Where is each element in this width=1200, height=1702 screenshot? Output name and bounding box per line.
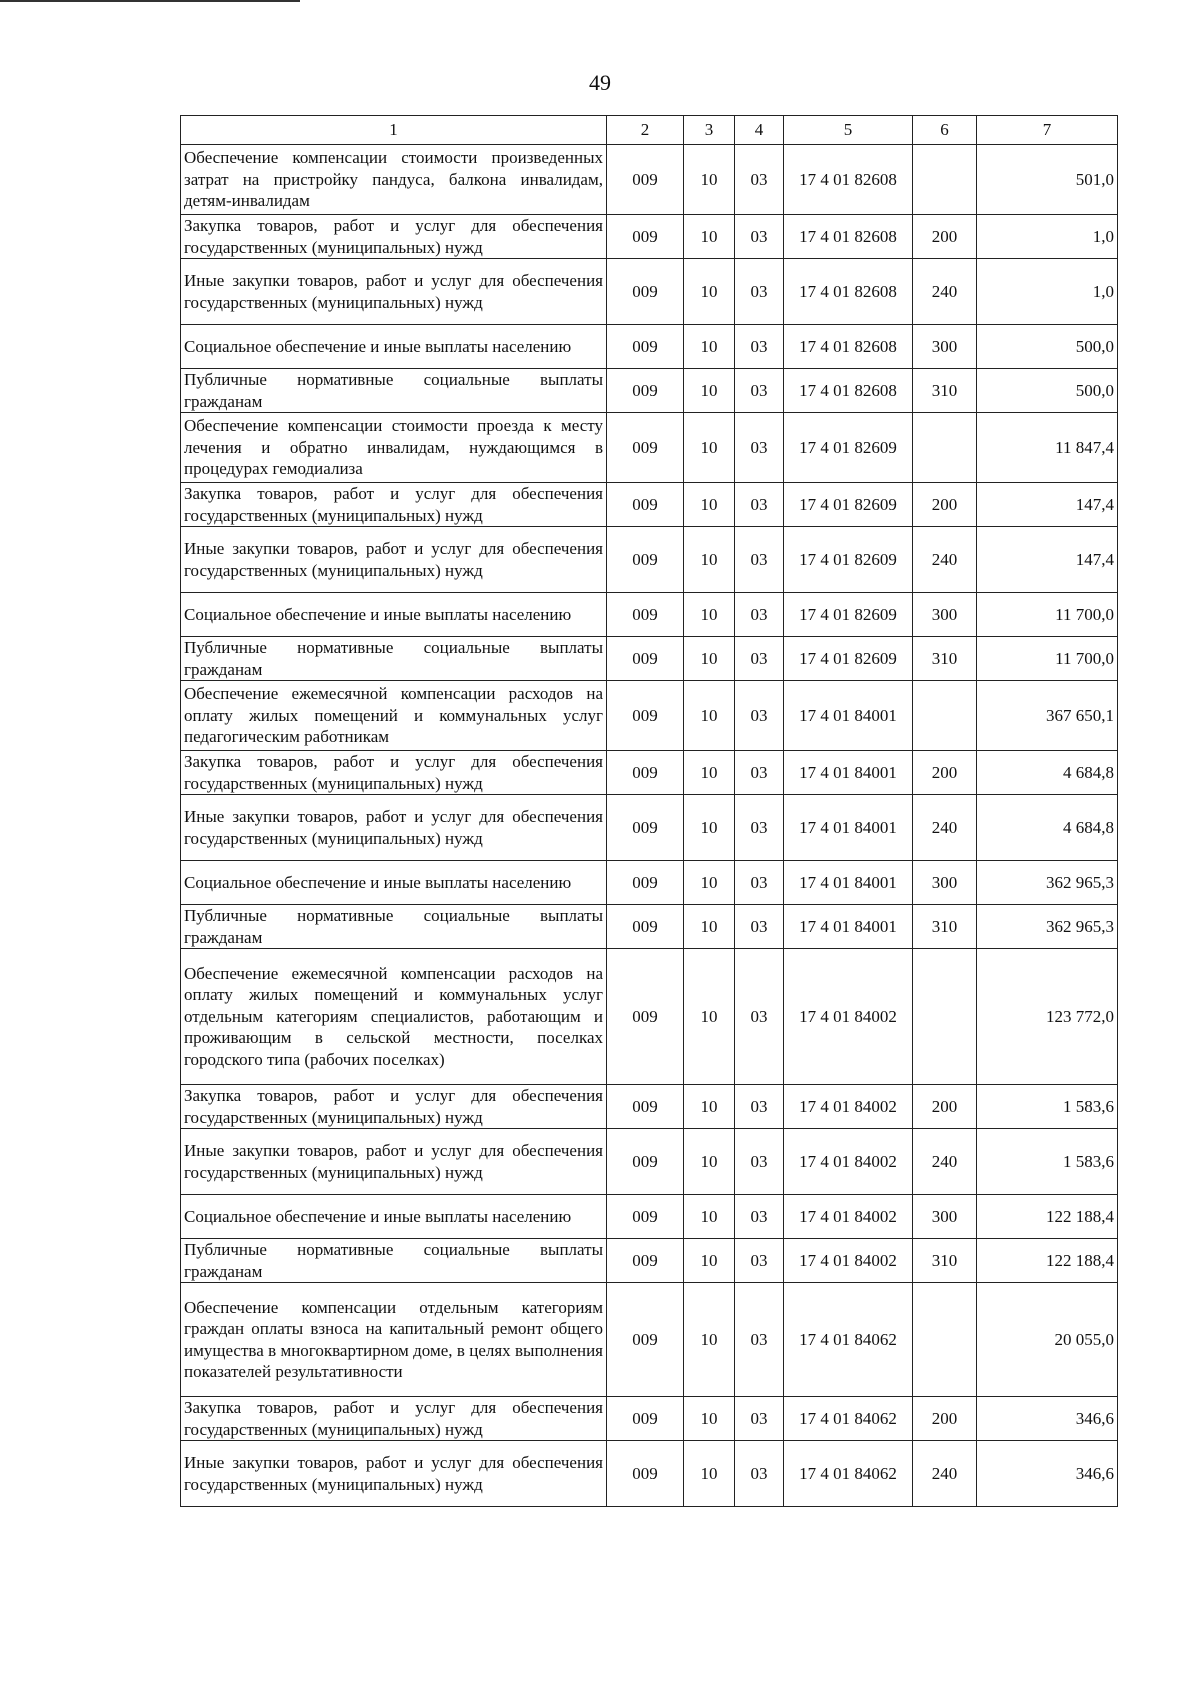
row-subsection: 03 xyxy=(735,949,784,1085)
row-ministry-code: 009 xyxy=(607,1441,684,1507)
row-target-article: 17 4 01 82608 xyxy=(784,215,913,259)
row-ministry-code: 009 xyxy=(607,681,684,751)
row-amount: 501,0 xyxy=(977,145,1118,215)
row-target-article: 17 4 01 84001 xyxy=(784,681,913,751)
row-subsection: 03 xyxy=(735,215,784,259)
row-expense-type xyxy=(913,949,977,1085)
row-ministry-code: 009 xyxy=(607,527,684,593)
row-description: Иные закупки товаров, работ и услуг для обеспечения государственных (муниципальных) нужд xyxy=(181,795,607,861)
row-subsection: 03 xyxy=(735,593,784,637)
row-description: Обеспечение ежемесячной компенсации расходов на оплату жилых помещений и коммунальных услуг отдельным категориям специалистов, работающим и проживающим в сельской местности, поселках городского типа (рабочих поселках) xyxy=(181,949,607,1085)
row-description: Закупка товаров, работ и услуг для обеспечения государственных (муниципальных) нужд xyxy=(181,1397,607,1441)
row-subsection: 03 xyxy=(735,527,784,593)
row-target-article: 17 4 01 82608 xyxy=(784,259,913,325)
row-ministry-code: 009 xyxy=(607,861,684,905)
row-expense-type: 300 xyxy=(913,593,977,637)
table-row xyxy=(181,1397,1118,1441)
row-target-article: 17 4 01 84002 xyxy=(784,1195,913,1239)
row-target-article: 17 4 01 82609 xyxy=(784,637,913,681)
row-target-article: 17 4 01 82609 xyxy=(784,413,913,483)
table-row xyxy=(181,751,1118,795)
table-row xyxy=(181,325,1118,369)
row-amount: 11 847,4 xyxy=(977,413,1118,483)
row-expense-type xyxy=(913,413,977,483)
row-amount: 500,0 xyxy=(977,369,1118,413)
row-amount: 367 650,1 xyxy=(977,681,1118,751)
row-target-article: 17 4 01 84001 xyxy=(784,795,913,861)
row-description: Социальное обеспечение и иные выплаты населению xyxy=(181,861,607,905)
row-description: Публичные нормативные социальные выплаты гражданам xyxy=(181,1239,607,1283)
row-ministry-code: 009 xyxy=(607,1283,684,1397)
row-amount: 11 700,0 xyxy=(977,593,1118,637)
row-amount: 346,6 xyxy=(977,1397,1118,1441)
row-target-article: 17 4 01 84002 xyxy=(784,949,913,1085)
row-ministry-code: 009 xyxy=(607,1195,684,1239)
row-subsection: 03 xyxy=(735,259,784,325)
row-target-article: 17 4 01 82609 xyxy=(784,483,913,527)
header-col-3: 3 xyxy=(684,116,735,145)
row-section: 10 xyxy=(684,905,735,949)
row-description: Обеспечение компенсации стоимости произведенных затрат на пристройку пандуса, балкона инвалидам, детям-инвалидам xyxy=(181,145,607,215)
row-expense-type: 240 xyxy=(913,259,977,325)
row-expense-type: 240 xyxy=(913,1441,977,1507)
row-expense-type xyxy=(913,1283,977,1397)
row-target-article: 17 4 01 84002 xyxy=(784,1129,913,1195)
row-ministry-code: 009 xyxy=(607,483,684,527)
row-ministry-code: 009 xyxy=(607,413,684,483)
row-ministry-code: 009 xyxy=(607,1239,684,1283)
row-target-article: 17 4 01 84002 xyxy=(784,1085,913,1129)
row-expense-type: 300 xyxy=(913,1195,977,1239)
row-subsection: 03 xyxy=(735,1239,784,1283)
row-ministry-code: 009 xyxy=(607,949,684,1085)
row-description: Публичные нормативные социальные выплаты гражданам xyxy=(181,905,607,949)
row-subsection: 03 xyxy=(735,1195,784,1239)
row-expense-type: 240 xyxy=(913,527,977,593)
row-amount: 500,0 xyxy=(977,325,1118,369)
row-ministry-code: 009 xyxy=(607,369,684,413)
row-description: Иные закупки товаров, работ и услуг для обеспечения государственных (муниципальных) нужд xyxy=(181,527,607,593)
row-section: 10 xyxy=(684,861,735,905)
row-target-article: 17 4 01 84062 xyxy=(784,1283,913,1397)
row-subsection: 03 xyxy=(735,325,784,369)
row-amount: 4 684,8 xyxy=(977,751,1118,795)
table-row xyxy=(181,1283,1118,1397)
row-section: 10 xyxy=(684,527,735,593)
table-row xyxy=(181,215,1118,259)
row-target-article: 17 4 01 84001 xyxy=(784,861,913,905)
row-subsection: 03 xyxy=(735,861,784,905)
row-target-article: 17 4 01 82609 xyxy=(784,593,913,637)
row-section: 10 xyxy=(684,1129,735,1195)
table-row xyxy=(181,369,1118,413)
table-row xyxy=(181,1085,1118,1129)
row-expense-type: 240 xyxy=(913,795,977,861)
row-amount: 122 188,4 xyxy=(977,1195,1118,1239)
row-subsection: 03 xyxy=(735,1441,784,1507)
row-expense-type: 300 xyxy=(913,325,977,369)
row-target-article: 17 4 01 84062 xyxy=(784,1397,913,1441)
table-row xyxy=(181,795,1118,861)
header-col-1: 1 xyxy=(181,116,607,145)
header-row xyxy=(181,116,1118,145)
row-description: Социальное обеспечение и иные выплаты населению xyxy=(181,593,607,637)
row-ministry-code: 009 xyxy=(607,1129,684,1195)
row-description: Закупка товаров, работ и услуг для обеспечения государственных (муниципальных) нужд xyxy=(181,1085,607,1129)
row-amount: 122 188,4 xyxy=(977,1239,1118,1283)
table-row xyxy=(181,413,1118,483)
row-section: 10 xyxy=(684,325,735,369)
row-subsection: 03 xyxy=(735,483,784,527)
row-amount: 20 055,0 xyxy=(977,1283,1118,1397)
row-expense-type: 310 xyxy=(913,1239,977,1283)
row-amount: 1 583,6 xyxy=(977,1085,1118,1129)
row-target-article: 17 4 01 82608 xyxy=(784,145,913,215)
row-ministry-code: 009 xyxy=(607,1085,684,1129)
row-description: Социальное обеспечение и иные выплаты населению xyxy=(181,325,607,369)
row-amount: 147,4 xyxy=(977,527,1118,593)
table-row xyxy=(181,145,1118,215)
row-subsection: 03 xyxy=(735,1283,784,1397)
table-row xyxy=(181,637,1118,681)
header-col-6: 6 xyxy=(913,116,977,145)
table-row xyxy=(181,1441,1118,1507)
table-row xyxy=(181,593,1118,637)
row-expense-type: 200 xyxy=(913,483,977,527)
row-section: 10 xyxy=(684,681,735,751)
row-amount: 11 700,0 xyxy=(977,637,1118,681)
row-expense-type: 310 xyxy=(913,369,977,413)
row-expense-type: 300 xyxy=(913,861,977,905)
row-ministry-code: 009 xyxy=(607,145,684,215)
table-row xyxy=(181,1129,1118,1195)
row-section: 10 xyxy=(684,145,735,215)
row-section: 10 xyxy=(684,1195,735,1239)
row-section: 10 xyxy=(684,751,735,795)
row-subsection: 03 xyxy=(735,145,784,215)
row-expense-type xyxy=(913,681,977,751)
row-section: 10 xyxy=(684,215,735,259)
row-amount: 346,6 xyxy=(977,1441,1118,1507)
header-col-5: 5 xyxy=(784,116,913,145)
row-amount: 1 583,6 xyxy=(977,1129,1118,1195)
row-description: Публичные нормативные социальные выплаты гражданам xyxy=(181,369,607,413)
row-ministry-code: 009 xyxy=(607,795,684,861)
table-row xyxy=(181,259,1118,325)
row-section: 10 xyxy=(684,1239,735,1283)
row-section: 10 xyxy=(684,259,735,325)
row-expense-type: 200 xyxy=(913,1397,977,1441)
row-section: 10 xyxy=(684,1283,735,1397)
row-expense-type: 310 xyxy=(913,905,977,949)
row-target-article: 17 4 01 84002 xyxy=(784,1239,913,1283)
row-subsection: 03 xyxy=(735,1085,784,1129)
row-section: 10 xyxy=(684,1397,735,1441)
row-section: 10 xyxy=(684,795,735,861)
row-description: Иные закупки товаров, работ и услуг для обеспечения государственных (муниципальных) нужд xyxy=(181,1129,607,1195)
row-description: Обеспечение компенсации стоимости проезда к месту лечения и обратно инвалидам, нуждающимся в процедурах гемодиализа xyxy=(181,413,607,483)
table-row xyxy=(181,1195,1118,1239)
row-description: Иные закупки товаров, работ и услуг для обеспечения государственных (муниципальных) нужд xyxy=(181,1441,607,1507)
header-col-4: 4 xyxy=(735,116,784,145)
row-section: 10 xyxy=(684,1085,735,1129)
table-row xyxy=(181,905,1118,949)
row-amount: 147,4 xyxy=(977,483,1118,527)
row-description: Закупка товаров, работ и услуг для обеспечения государственных (муниципальных) нужд xyxy=(181,751,607,795)
header-col-2: 2 xyxy=(607,116,684,145)
row-target-article: 17 4 01 84001 xyxy=(784,751,913,795)
table-row xyxy=(181,1239,1118,1283)
row-section: 10 xyxy=(684,593,735,637)
row-ministry-code: 009 xyxy=(607,751,684,795)
row-subsection: 03 xyxy=(735,413,784,483)
row-amount: 4 684,8 xyxy=(977,795,1118,861)
row-description: Закупка товаров, работ и услуг для обеспечения государственных (муниципальных) нужд xyxy=(181,483,607,527)
row-section: 10 xyxy=(684,1441,735,1507)
row-section: 10 xyxy=(684,483,735,527)
row-ministry-code: 009 xyxy=(607,259,684,325)
row-target-article: 17 4 01 84062 xyxy=(784,1441,913,1507)
row-subsection: 03 xyxy=(735,637,784,681)
row-expense-type: 200 xyxy=(913,751,977,795)
row-subsection: 03 xyxy=(735,1129,784,1195)
row-amount: 1,0 xyxy=(977,259,1118,325)
row-ministry-code: 009 xyxy=(607,215,684,259)
row-ministry-code: 009 xyxy=(607,905,684,949)
table-row xyxy=(181,527,1118,593)
row-amount: 362 965,3 xyxy=(977,861,1118,905)
row-description: Обеспечение компенсации отдельным категориям граждан оплаты взноса на капитальный ремонт общего имущества в многоквартирном доме, в целях выполнения показателей результативности xyxy=(181,1283,607,1397)
row-description: Иные закупки товаров, работ и услуг для обеспечения государственных (муниципальных) нужд xyxy=(181,259,607,325)
row-expense-type: 240 xyxy=(913,1129,977,1195)
row-subsection: 03 xyxy=(735,905,784,949)
row-amount: 123 772,0 xyxy=(977,949,1118,1085)
row-expense-type: 310 xyxy=(913,637,977,681)
table-row xyxy=(181,681,1118,751)
row-description: Социальное обеспечение и иные выплаты населению xyxy=(181,1195,607,1239)
table-row xyxy=(181,483,1118,527)
row-target-article: 17 4 01 82608 xyxy=(784,325,913,369)
row-ministry-code: 009 xyxy=(607,325,684,369)
table-row xyxy=(181,949,1118,1085)
row-expense-type: 200 xyxy=(913,1085,977,1129)
row-ministry-code: 009 xyxy=(607,637,684,681)
row-amount: 362 965,3 xyxy=(977,905,1118,949)
row-section: 10 xyxy=(684,949,735,1085)
row-description: Обеспечение ежемесячной компенсации расходов на оплату жилых помещений и коммунальных услуг педагогическим работникам xyxy=(181,681,607,751)
row-target-article: 17 4 01 82609 xyxy=(784,527,913,593)
row-subsection: 03 xyxy=(735,795,784,861)
row-section: 10 xyxy=(684,369,735,413)
row-section: 10 xyxy=(684,413,735,483)
row-subsection: 03 xyxy=(735,1397,784,1441)
table-row xyxy=(181,861,1118,905)
row-ministry-code: 009 xyxy=(607,593,684,637)
row-amount: 1,0 xyxy=(977,215,1118,259)
row-target-article: 17 4 01 84001 xyxy=(784,905,913,949)
header-col-7: 7 xyxy=(977,116,1118,145)
row-subsection: 03 xyxy=(735,681,784,751)
row-subsection: 03 xyxy=(735,369,784,413)
row-section: 10 xyxy=(684,637,735,681)
row-ministry-code: 009 xyxy=(607,1397,684,1441)
row-expense-type xyxy=(913,145,977,215)
row-description: Закупка товаров, работ и услуг для обеспечения государственных (муниципальных) нужд xyxy=(181,215,607,259)
scan-top-rule xyxy=(0,0,300,2)
row-target-article: 17 4 01 82608 xyxy=(784,369,913,413)
page-number: 49 xyxy=(589,70,611,95)
row-expense-type: 200 xyxy=(913,215,977,259)
row-subsection: 03 xyxy=(735,751,784,795)
row-description: Публичные нормативные социальные выплаты гражданам xyxy=(181,637,607,681)
budget-table xyxy=(180,115,1118,1507)
